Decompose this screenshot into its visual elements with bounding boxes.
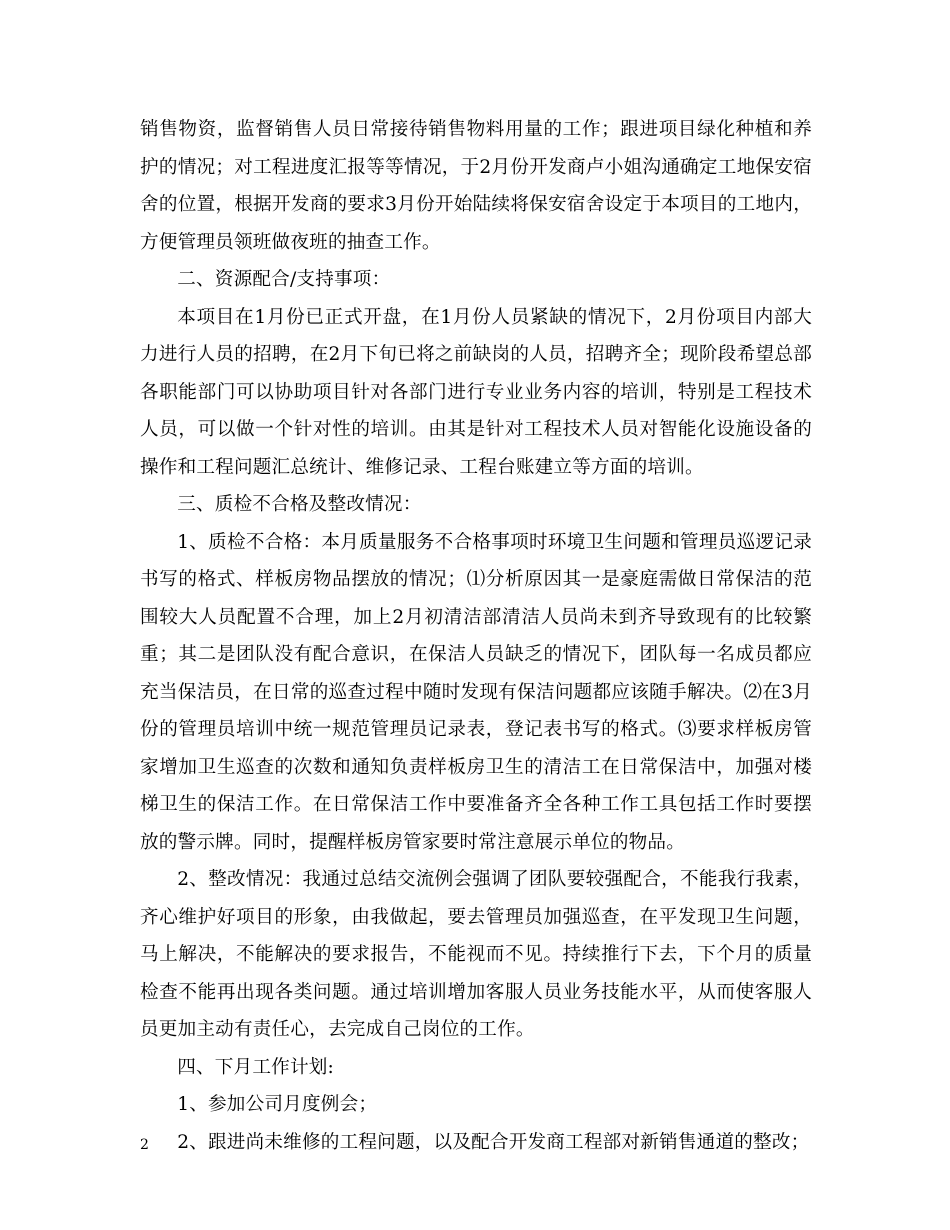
- plan-item-1: 1、参加公司月度例会；: [177, 1094, 378, 1115]
- page-number: 2: [140, 1137, 149, 1153]
- paragraph-resources: 本项目在1月份已正式开盘，在1月份人员紧缺的情况下，2月份项目内部大力进行人员的招聘，在2月下旬已将之前缺岗的人员，招聘齐全；现阶段希望总部各职能部门可以协助项目针对各部门进行专业业务内容的培训，特别是工程技术人员，可以做一个针对性的培训。由其是针对工程技术人员对智能化设施设备的操作和工程问题汇总统计、维修记录、工程台账建立等方面的培训。: [140, 306, 812, 478]
- paragraph-1: 销售物资，监督销售人员日常接待销售物料用量的工作；跟进项目绿化种植和养护的情况；对工程进度汇报等等情况，于2月份开发商卢小姐沟通确定工地保安宿舍的位置，根据开发商的要求3月份开始陆续将保安宿舍设定于本项目的工地内，方便管理员领班做夜班的抽查工作。: [140, 119, 812, 253]
- document-body: [140, 111, 812, 1161]
- plan-item-2: 2、跟进尚未维修的工程问题，以及配合开发商工程部对新销售通道的整改；: [177, 1131, 810, 1153]
- section-heading-resources: 二、资源配合/支持事项：: [177, 269, 391, 290]
- paragraph-quality-failures: 1、质检不合格：本月质量服务不合格事项时环境卫生问题和管理员巡逻记录书写的格式、样板房物品摆放的情况；⑴分析原因其一是豪庭需做日常保洁的范围较大人员配置不合理，加上2月初清洁部清洁人员尚未到齐导致现有的比较繁重；其二是团队没有配合意识，在保洁人员缺乏的情况下，团队每一名成员都应充当保洁员，在日常的巡查过程中随时发现有保洁问题都应该随手解决。⑵在3月份的管理员培训中统一规范管理员记录表，登记表书写的格式。⑶要求样板房管家增加卫生巡查的次数和通知负责样板房卫生的清洁工在日常保洁中，加强对楼梯卫生的保洁工作。在日常保洁工作中要准备齐全各种工作工具包括工作时要摆放的警示牌。同时，提醒样板房管家要时常注意展示单位的物品。: [140, 531, 812, 853]
- section-heading-quality: 三、质检不合格及整改情况：: [177, 494, 422, 515]
- paragraph-rectification: 2、整改情况：我通过总结交流例会强调了团队要较强配合，不能我行我素，齐心维护好项目的形象，由我做起，要去管理员加强巡查，在平发现卫生问题，马上解决，不能解决的要求报告，不能视而不见。持续推行下去，下个月的质量检查不能再出现各类问题。通过培训增加客服人员业务技能水平，从而使客服人员更加主动有责任心，去完成自己岗位的工作。: [140, 869, 812, 1040]
- section-heading-next-month-plan: 四、下月工作计划:: [177, 1056, 335, 1078]
